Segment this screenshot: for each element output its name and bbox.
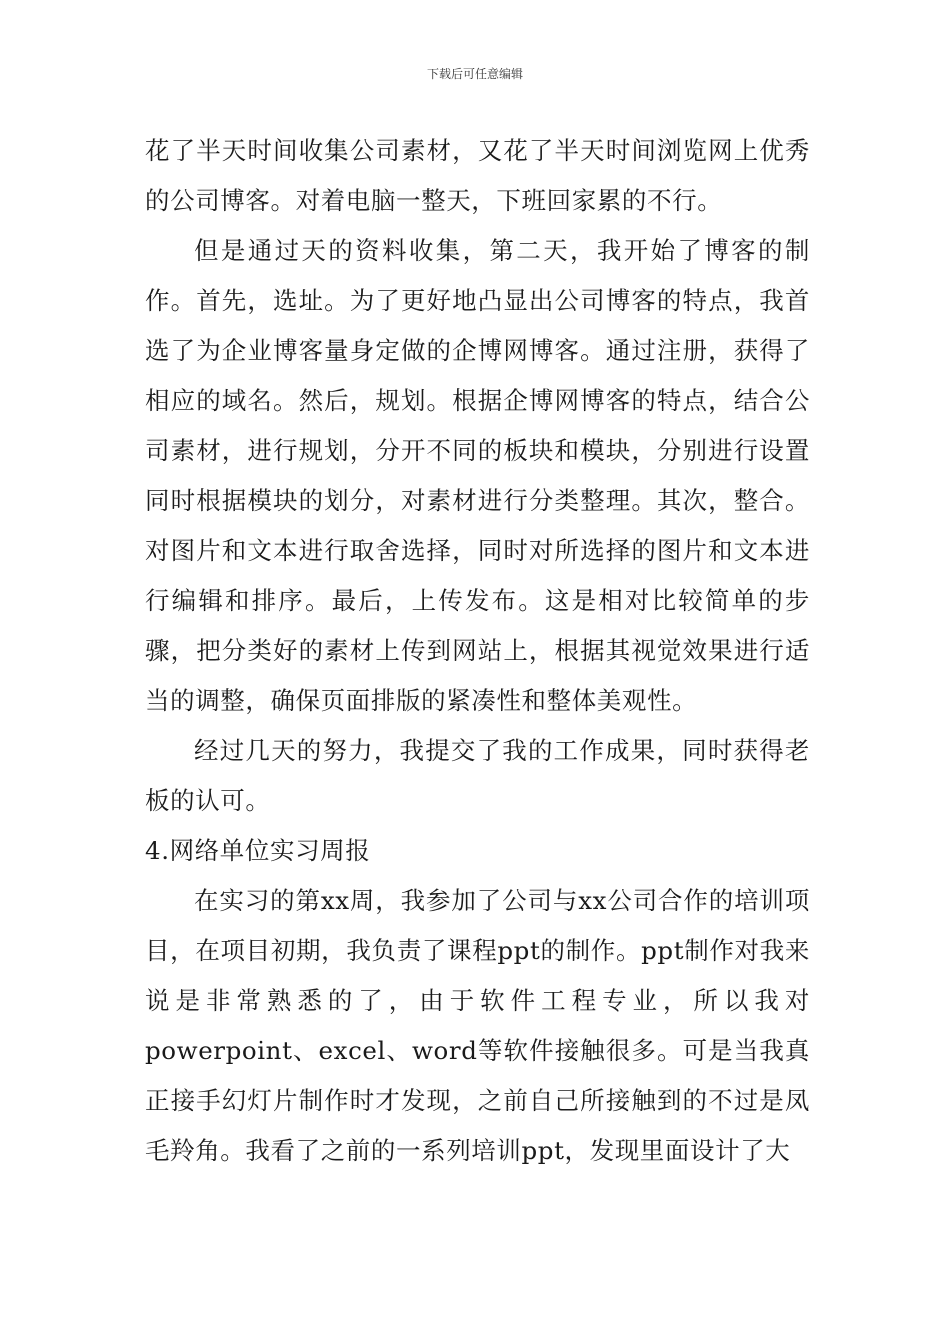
section-heading: 4.网络单位实习周报 xyxy=(145,836,371,865)
paragraph-training-project: 在实习的第xx周，我参加了公司与xx公司合作的培训项目，在项目初期，我负责了课程ppt的制作。ppt制作对我来说是非常熟悉的了，由于软件工程专业，所以我对powerpoint、excel、word等软件接触很多。可是当我真正接手幻灯片制作时才发现，之前自己所接触到的不过是凤毛羚角。我看了之前的一系列培训ppt，发现里面设计了大 xyxy=(145,886,810,1165)
paragraph-blog-production: 但是通过天的资料收集，第二天，我开始了博客的制作。首先，选址。为了更好地凸显出公司博客的特点，我首选了为企业博客量身定做的企博网博客。通过注册，获得了相应的域名。然后，规划。根据企博网博客的特点，结合公司素材，进行规划，分开不同的板块和模块，分别进行设置同时根据模块的划分，对素材进行分类整理。其次，整合。对图片和文本进行取舍选择，同时对所选择的图片和文本进行编辑和排序。最后，上传发布。这是相对比较简单的步骤，把分类好的素材上传到网站上，根据其视觉效果进行适当的调整，确保页面排版的紧凑性和整体美观性。 xyxy=(145,236,810,715)
paragraph-result: 经过几天的努力，我提交了我的工作成果，同时获得老板的认可。 xyxy=(145,736,810,815)
document-body xyxy=(145,126,810,1176)
paragraph-continuation: 花了半天时间收集公司素材，又花了半天时间浏览网上优秀的公司博客。对着电脑一整天，下班回家累的不行。 xyxy=(145,136,810,215)
page-header: 下载后可任意编辑 xyxy=(426,67,523,81)
